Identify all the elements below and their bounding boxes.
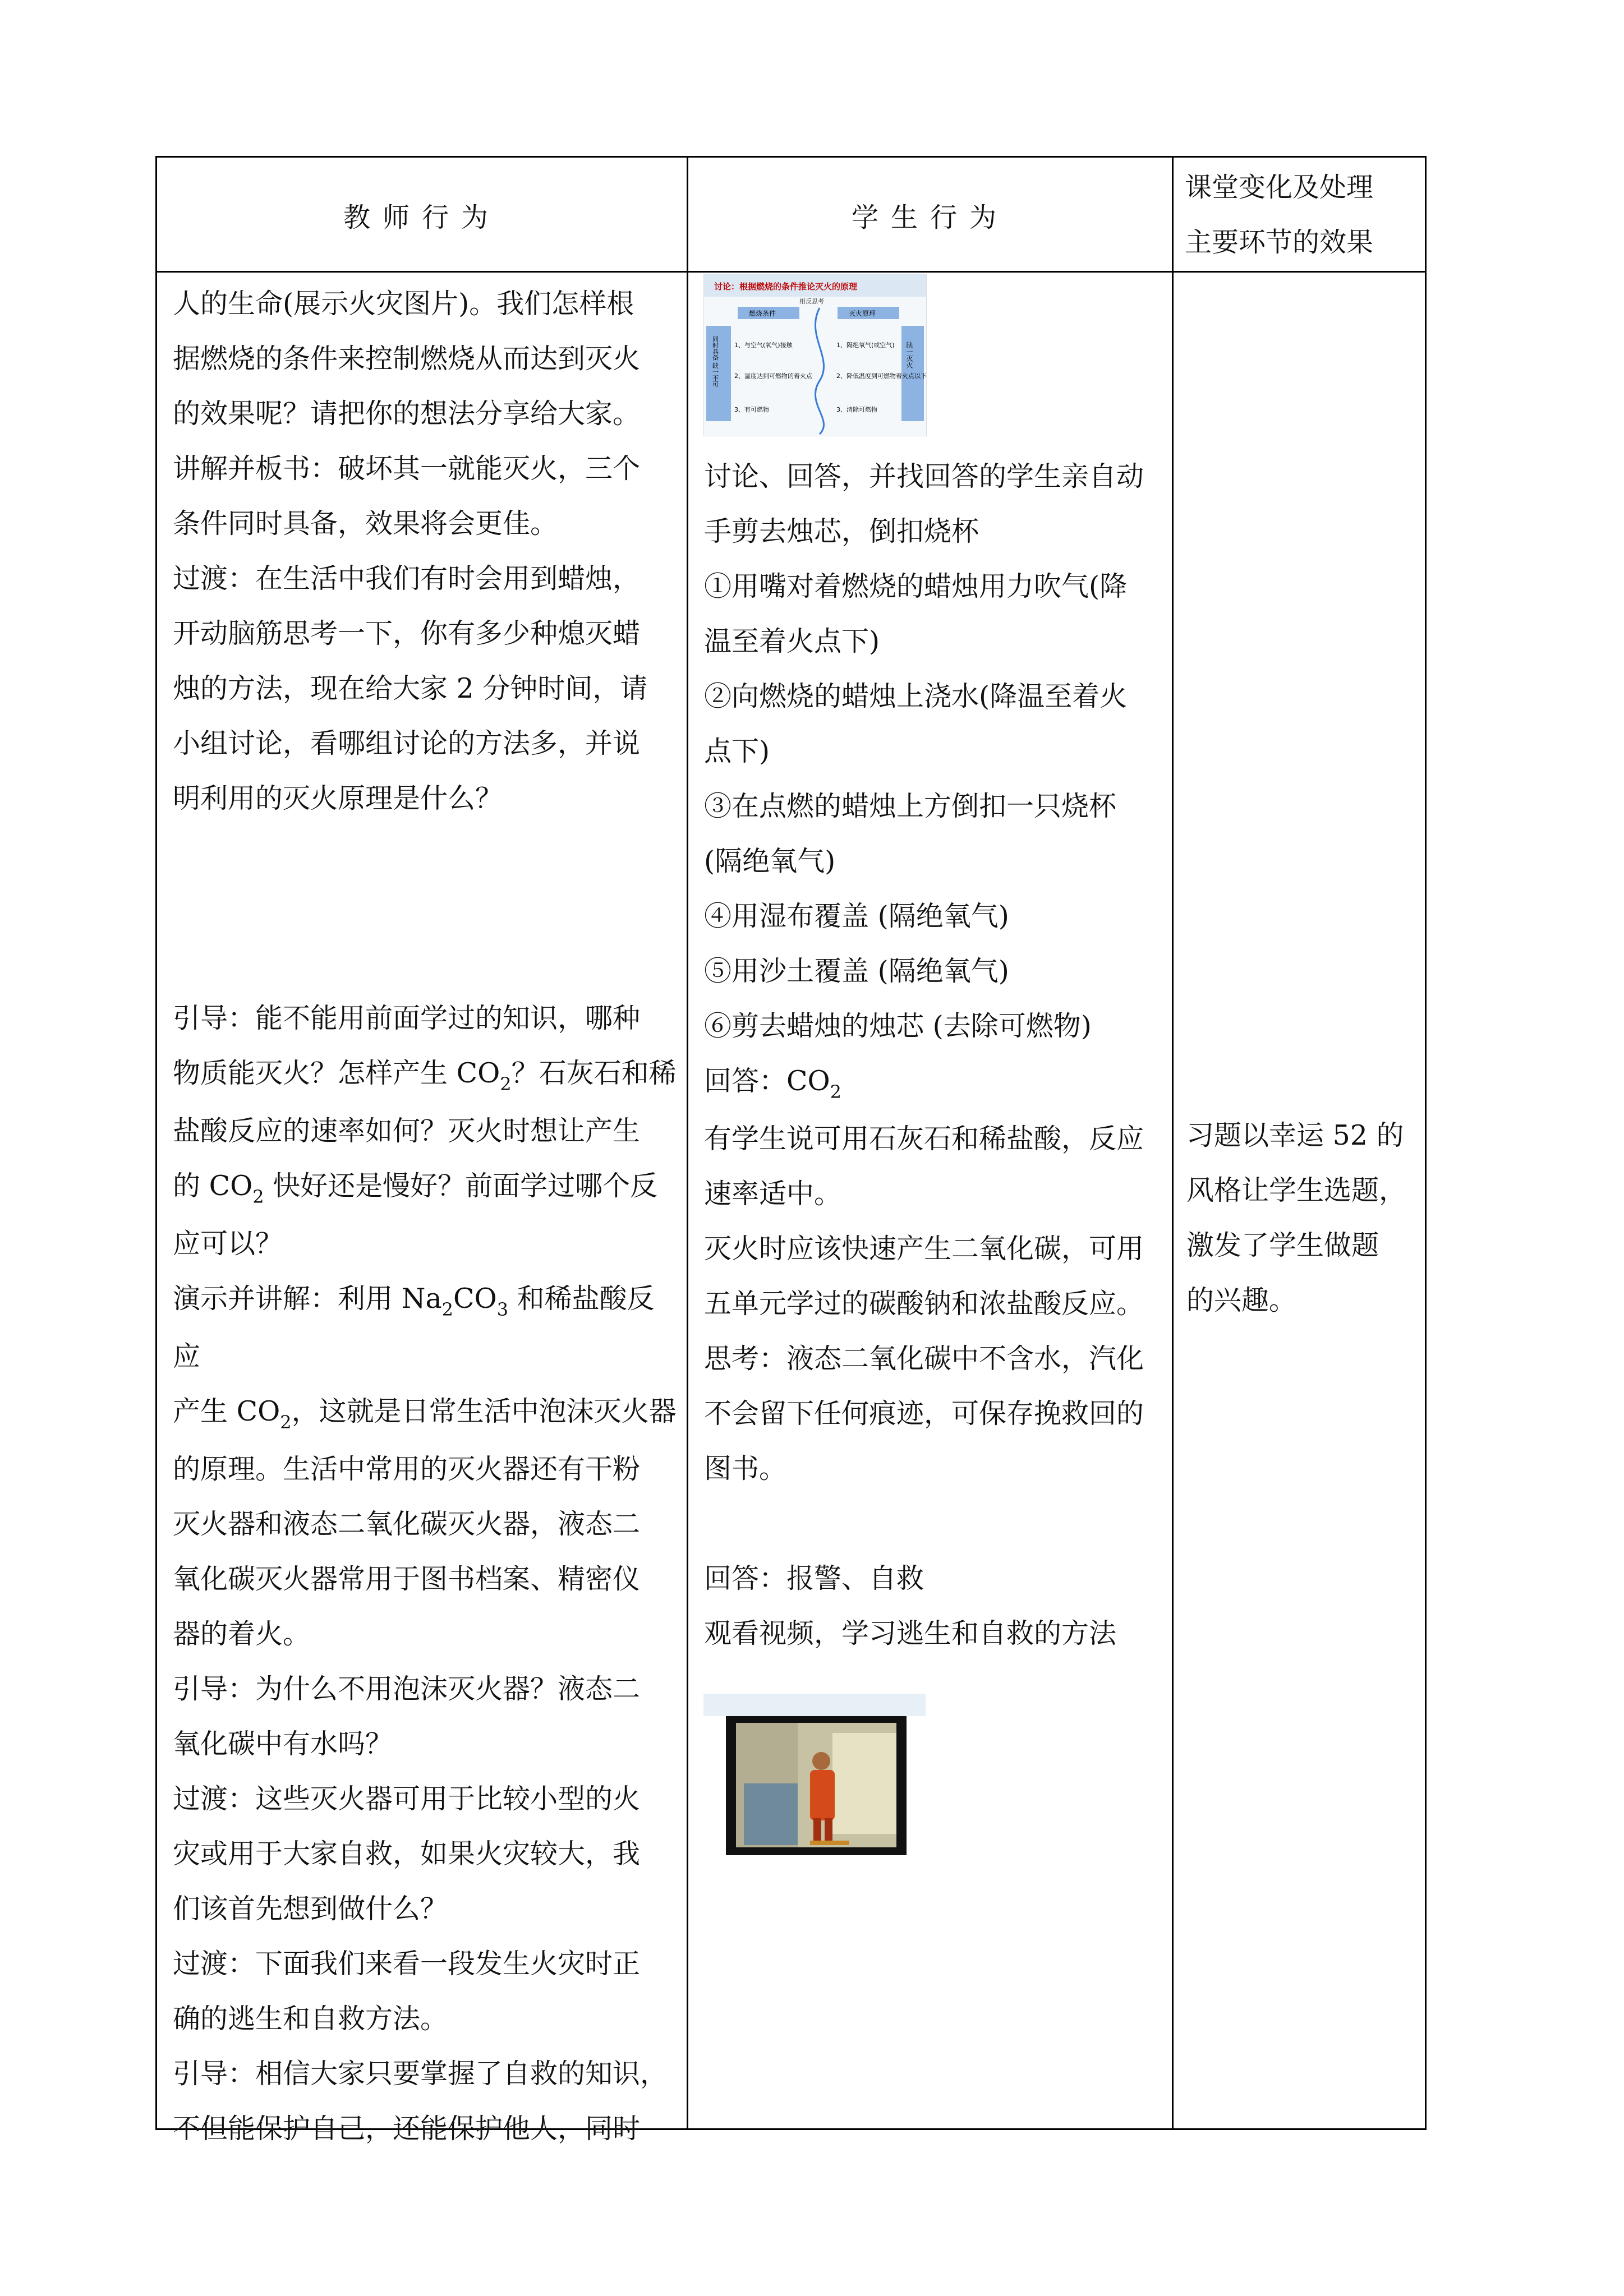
effect-line: 激发了学生做题 — [1186, 1229, 1379, 1261]
teacher-line: 条件同时具备，效果将会更佳。 — [173, 508, 558, 540]
teacher-line: 据燃烧的条件来控制燃烧从而达到灭火 — [173, 343, 641, 375]
teacher-cell — [173, 276, 680, 2156]
student-line: ⑤用沙土覆盖 (隔绝氧气) — [704, 955, 1009, 987]
teacher-line: 引导：能不能用前面学过的知识，哪种 — [173, 1002, 641, 1034]
student-line: 手剪去烛芯，倒扣烧杯 — [704, 515, 979, 547]
slide-thumbnail — [703, 274, 927, 436]
student-line: ①用嘴对着燃烧的蜡烛用力吹气(降 — [704, 570, 1128, 602]
header-effect-line2: 主要环节的效果 — [1185, 227, 1374, 258]
slide-left-item: 2、温度达到可燃物的着火点 — [734, 372, 812, 380]
student-line: ④用湿布覆盖 (隔绝氧气) — [704, 900, 1009, 932]
video-thumbnail[interactable] — [703, 1694, 926, 1862]
header-effect-line1: 课堂变化及处理 — [1185, 172, 1374, 203]
teacher-line: 过渡：下面我们来看一段发生火灾时正 — [173, 1948, 641, 1980]
teacher-line: 人的生命(展示火灾图片)。我们怎样根 — [173, 288, 634, 320]
student-line: 讨论、回答，并找回答的学生亲自动 — [704, 460, 1144, 492]
teacher-line: 烛的方法，现在给大家 2 分钟时间，请 — [173, 672, 648, 704]
student-line: 回答：报警、自救 — [704, 1562, 924, 1594]
teacher-line: 器的着火。 — [173, 1618, 311, 1650]
effect-line: 习题以幸运 52 的 — [1186, 1119, 1404, 1151]
teacher-line: 氧化碳灭火器常用于图书档案、精密仪 — [173, 1563, 641, 1595]
teacher-line: 的原理。生活中常用的灭火器还有干粉 — [173, 1453, 641, 1485]
effect-line: 风格让学生选题， — [1186, 1174, 1407, 1206]
teacher-line: 过渡：这些灭火器可用于比较小型的火 — [173, 1783, 641, 1815]
student-line: 五单元学过的碳酸钠和浓盐酸反应。 — [704, 1288, 1144, 1320]
slide-diagram — [704, 274, 926, 436]
teacher-line: 引导：为什么不用泡沫灭火器？液态二 — [173, 1673, 641, 1705]
teacher-line: 不但能保护自己，还能保护他人，同时 — [173, 2113, 641, 2145]
student-line: 不会留下任何痕迹，可保存挽救回的 — [704, 1398, 1144, 1430]
student-line: 温至着火点下) — [704, 625, 880, 657]
slide-right-item: 2、降低温度到可燃物着火点以下 — [836, 372, 926, 380]
student-line: (隔绝氧气) — [704, 845, 836, 877]
slide-title: 讨论：根据燃烧的条件推论灭火的原理 — [714, 282, 858, 292]
slide-sub: 相反思考 — [799, 298, 824, 305]
effect-line: 的兴趣。 — [1186, 1284, 1297, 1316]
slide-right-item: 3、清除可燃物 — [836, 406, 877, 413]
header-teacher: 教师行为 — [343, 202, 500, 233]
student-line: ③在点燃的蜡烛上方倒扣一只烧杯 — [704, 790, 1117, 822]
slide-col-right: 灭火原理 — [849, 310, 876, 317]
student-line: ②向燃烧的蜡烛上浇水(降温至着火 — [704, 680, 1128, 712]
column-divider — [687, 158, 688, 2128]
effect-cell — [1186, 1108, 1416, 1328]
teacher-line: 盐酸反应的速率如何？灭火时想让产生 — [173, 1115, 641, 1147]
student-line: 回答：$CO_2$ — [704, 1065, 842, 1103]
teacher-line: 开动脑筋思考一下，你有多少种熄灭蜡 — [173, 617, 641, 649]
video-frame — [703, 1694, 926, 1862]
slide-left-item: 3、有可燃物 — [734, 406, 769, 413]
slide-left-item: 1、与空气(氧气)接触 — [734, 342, 793, 349]
slide-right-item: 1、隔绝氧气(或空气) — [836, 342, 895, 349]
slide-right-tag: 缺一灭火 — [905, 342, 913, 368]
student-line: 观看视频，学习逃生和自救的方法 — [704, 1617, 1117, 1649]
teacher-line: 物质能灭火？怎样产生 $CO_2$？石灰石和稀 — [173, 1057, 677, 1095]
student-line: 思考：液态二氧化碳中不含水，汽化 — [704, 1343, 1144, 1375]
student-line: ⑥剪去蜡烛的烛芯 (去除可燃物) — [704, 1010, 1092, 1042]
student-line: 点下) — [704, 735, 770, 767]
student-line: 灭火时应该快速产生二氧化碳，可用 — [704, 1233, 1144, 1265]
column-divider — [1172, 158, 1174, 2128]
slide-left-tag: 同时具备 缺一不可 — [711, 336, 719, 388]
student-line: 图书。 — [704, 1453, 787, 1484]
teacher-line: 小组讨论，看哪组讨论的方法多，并说 — [173, 727, 641, 759]
teacher-line: 引导：相信大家只要掌握了自救的知识， — [173, 2058, 668, 2090]
teacher-line: 过渡：在生活中我们有时会用到蜡烛， — [173, 563, 641, 594]
teacher-line: 产生 $CO_2$，这就是日常生活中泡沫灭火器 — [173, 1395, 677, 1433]
teacher-line: 应可以？ — [173, 1228, 283, 1260]
teacher-line: 们该首先想到做什么？ — [173, 1893, 448, 1925]
teacher-line: 确的逃生和自救方法。 — [173, 2003, 448, 2035]
student-cell — [704, 449, 1164, 1661]
teacher-line: 的效果呢？请把你的想法分享给大家。 — [173, 398, 641, 430]
teacher-line: 灾或用于大家自救，如果火灾较大，我 — [173, 1838, 641, 1870]
header-effect — [1174, 158, 1425, 273]
teacher-line: 讲解并板书：破坏其一就能灭火，三个 — [173, 453, 641, 485]
header-student: 学生行为 — [851, 202, 1009, 233]
slide-col-left: 燃烧条件 — [749, 310, 776, 317]
student-line: 速率适中。 — [704, 1178, 842, 1210]
teacher-line: 演示并讲解：利用 $Na_2CO_3$ 和稀盐酸反应 — [173, 1283, 655, 1372]
teacher-line: 氧化碳中有水吗？ — [173, 1728, 393, 1760]
teacher-line: 灭火器和液态二氧化碳灭火器，液态二 — [173, 1508, 641, 1540]
teacher-line: 明利用的灭火原理是什么？ — [173, 782, 503, 814]
student-line: 有学生说可用石灰石和稀盐酸，反应 — [704, 1123, 1144, 1155]
teacher-line: 的 $CO_2$ 快好还是慢好？前面学过哪个反 — [173, 1170, 658, 1207]
